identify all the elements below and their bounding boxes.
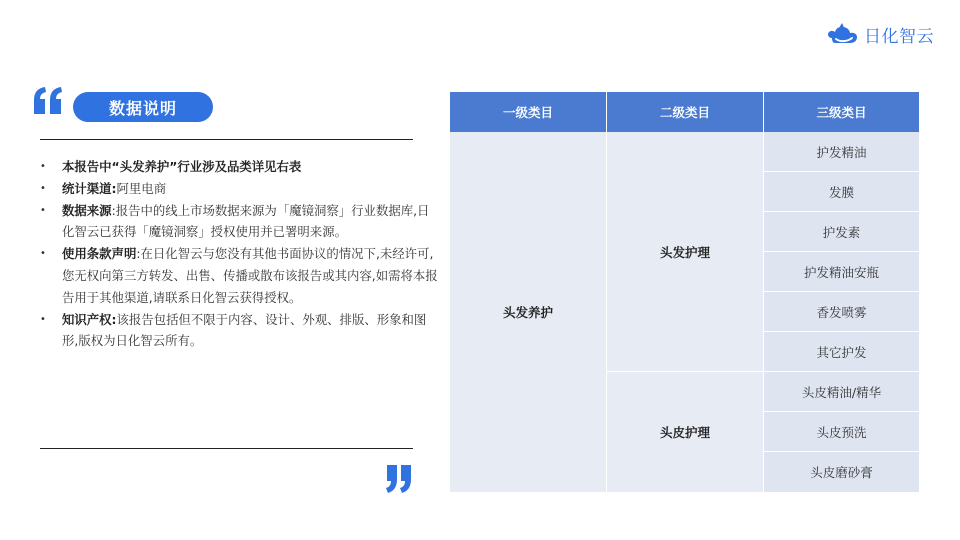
level2-cell: 头发护理 <box>607 132 763 372</box>
brand-logo <box>826 20 934 48</box>
level3-cell: 发膜 <box>764 172 919 212</box>
header-level2: 二级类目 <box>607 92 763 132</box>
section-title: 数据说明 <box>73 92 213 122</box>
level1-cell: 头发养护 <box>450 132 606 492</box>
list-item: • 统计渠道:阿里电商 <box>40 178 440 200</box>
level3-cell: 头皮精油/精华 <box>764 372 919 412</box>
header-level3: 三级类目 <box>764 92 919 132</box>
level3-cell: 护发精油 <box>764 132 919 172</box>
list-item: • 知识产权:该报告包括但不限于内容、设计、外观、排版、形象和图形,版权为日化智云所有。 <box>40 309 440 353</box>
level3-cell: 头皮预洗 <box>764 412 919 452</box>
list-item: • 数据来源:报告中的线上市场数据来源为「魔镜洞察」行业数据库,日化智云已获得「魔镜洞察」授权使用并已署明来源。 <box>40 200 440 244</box>
divider-bottom <box>40 448 413 449</box>
level3-cell: 头皮磨砂膏 <box>764 452 919 492</box>
brand-name: 日化智云 <box>864 26 934 47</box>
list-item: • 使用条款声明:在日化智云与您没有其他书面协议的情况下,未经许可,您无权向第三方转发、出售、传播或散布该报告或其内容,如需将本报告用于其他渠道,请联系日化智云获得授权。 <box>40 243 440 308</box>
list-item: • 本报告中“头发养护”行业涉及品类详见右表 <box>40 156 440 178</box>
category-table <box>450 92 919 494</box>
divider-top <box>40 139 413 140</box>
level3-cell: 护发素 <box>764 212 919 252</box>
header-level1: 一级类目 <box>450 92 606 132</box>
open-quote-icon <box>32 86 64 114</box>
level3-cell: 护发精油安瓶 <box>764 252 919 292</box>
close-quote-icon <box>385 464 413 494</box>
level3-cell: 香发喷雾 <box>764 292 919 332</box>
level3-cell: 其它护发 <box>764 332 919 372</box>
level2-cell: 头皮护理 <box>607 372 763 492</box>
notes-list <box>40 156 440 352</box>
cloud-drop-logo-icon <box>826 20 860 48</box>
